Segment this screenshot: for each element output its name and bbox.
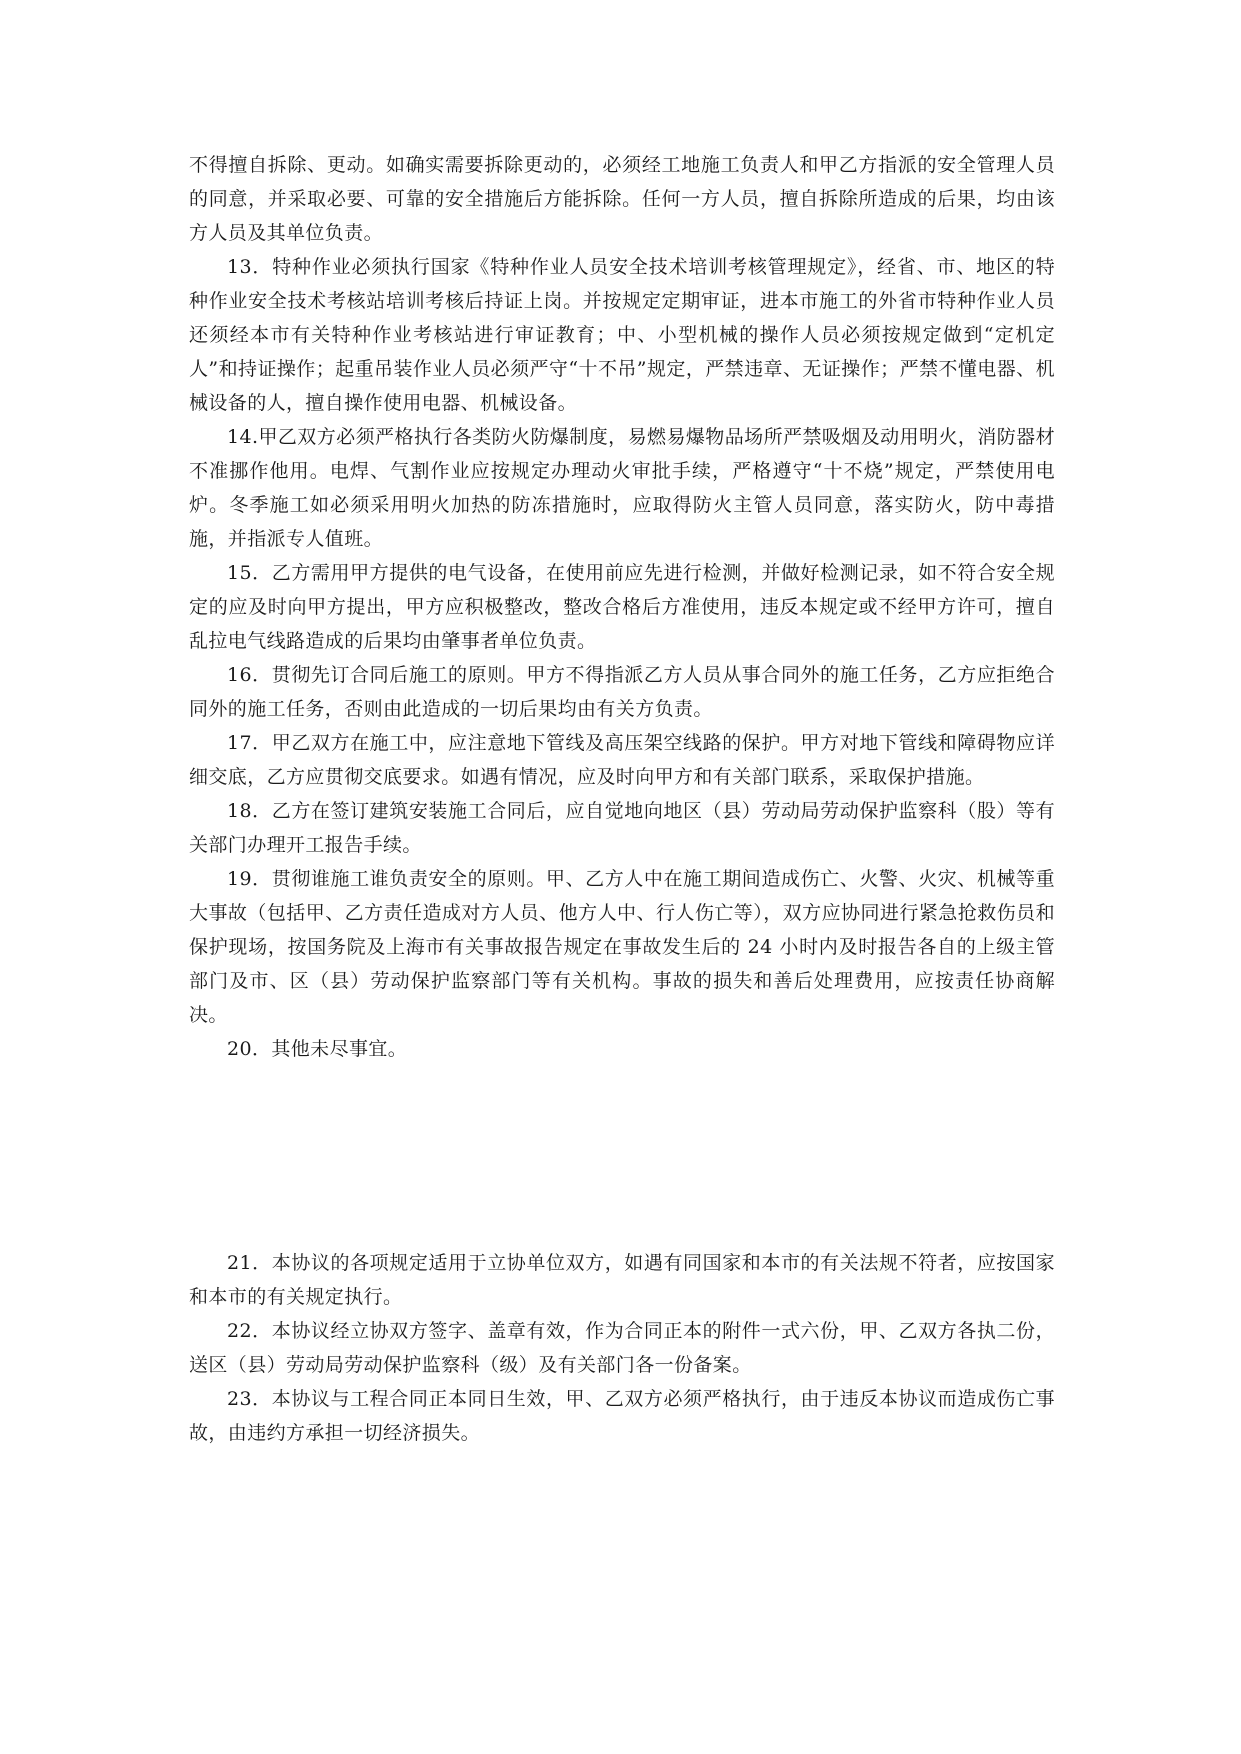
paragraph-item-14: 14.甲乙双方必须严格执行各类防火防爆制度，易燃易爆物品场所严禁吸烟及动用明火，消防器材不准挪作他用。电焊、气割作业应按规定办理动火审批手续，严格遵守“十不烧”规定，严禁使用电炉。冬季施工如必须采用明火加热的防冻措施时，应取得防火主管人员同意，落实防火，防中毒措施，并指派专人值班。: [189, 426, 1055, 550]
paragraph-item-23: 23．本协议与工程合同正本同日生效，甲、乙双方必须严格执行，由于违反本协议而造成伤亡事故，由违约方承担一切经济损失。: [189, 1388, 1055, 1444]
text-block-top: [189, 148, 1055, 1066]
paragraph-continuation: 不得擅自拆除、更动。如确实需要拆除更动的，必须经工地施工负责人和甲乙方指派的安全管理人员的同意，并采取必要、可靠的安全措施后方能拆除。任何一方人员，擅自拆除所造成的后果，均由该方人员及其单位负责。: [189, 154, 1055, 244]
paragraph-item-19: 19．贯彻谁施工谁负责安全的原则。甲、乙方人中在施工期间造成伤亡、火警、火灾、机械等重大事故（包括甲、乙方责任造成对方人员、他方人中、行人伤亡等），双方应协同进行紧急抢救伤员和保护现场，按国务院及上海市有关事故报告规定在事故发生后的 24 小时内及时报告各自的上级主管部门及市、区（县）劳动保护监察部门等有关机构。事故的损失和善后处理费用，应按责任协商解决。: [189, 868, 1055, 1026]
paragraph-item-16: 16．贯彻先订合同后施工的原则。甲方不得指派乙方人员从事合同外的施工任务，乙方应拒绝合同外的施工任务，否则由此造成的一切后果均由有关方负责。: [189, 664, 1055, 720]
paragraph-item-20: 20．其他未尽事宜。: [227, 1038, 408, 1060]
paragraph-item-15: 15．乙方需用甲方提供的电气设备，在使用前应先进行检测，并做好检测记录，如不符合安全规定的应及时向甲方提出，甲方应积极整改，整改合格后方准使用，违反本规定或不经甲方许可，擅自乱拉电气线路造成的后果均由肇事者单位负责。: [189, 562, 1055, 652]
paragraph-item-21: 21．本协议的各项规定适用于立协单位双方，如遇有同国家和本市的有关法规不符者，应按国家和本市的有关规定执行。: [189, 1252, 1055, 1308]
paragraph-item-17: 17．甲乙双方在施工中，应注意地下管线及高压架空线路的保护。甲方对地下管线和障碍物应详细交底，乙方应贯彻交底要求。如遇有情况，应及时向甲方和有关部门联系，采取保护措施。: [189, 732, 1055, 788]
paragraph-item-13: 13．特种作业必须执行国家《特种作业人员安全技术培训考核管理规定》，经省、市、地区的特种作业安全技术考核站培训考核后持证上岗。并按规定定期审证，进本市施工的外省市特种作业人员还须经本市有关特种作业考核站进行审证教育；中、小型机械的操作人员必须按规定做到“定机定人”和持证操作；起重吊装作业人员必须严守“十不吊”规定，严禁违章、无证操作；严禁不懂电器、机械设备的人，擅自操作使用电器、机械设备。: [189, 256, 1055, 414]
paragraph-item-18: 18．乙方在签订建筑安装施工合同后，应自觉地向地区（县）劳动局劳动保护监察科（股）等有关部门办理开工报告手续。: [189, 800, 1055, 856]
text-block-bottom: [189, 1246, 1055, 1450]
paragraph-item-22: 22．本协议经立协双方签字、盖章有效，作为合同正本的附件一式六份，甲、乙双方各执二份，送区（县）劳动局劳动保护监察科（级）及有关部门各一份备案。: [189, 1320, 1055, 1376]
